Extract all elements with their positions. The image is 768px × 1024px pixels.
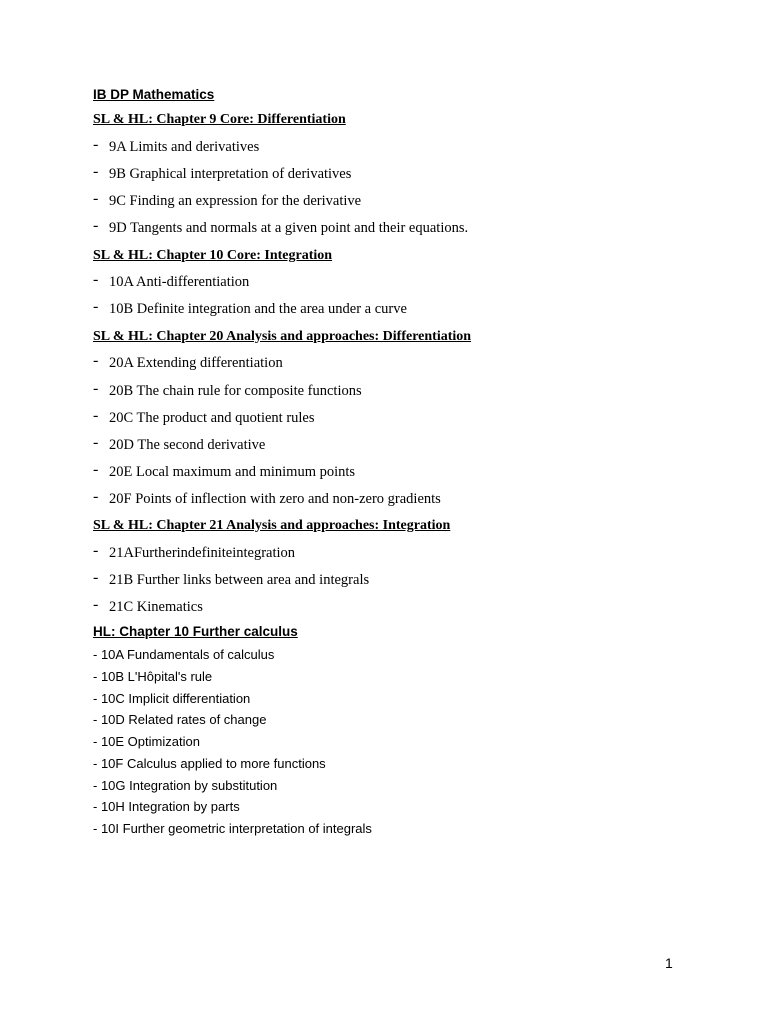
page-number: 1 [665,955,673,971]
list-item [93,598,203,616]
list-item-text: 20B The chain rule for composite functions [109,383,362,399]
bullet-dash: - [93,407,99,424]
bullet-dash: - [93,163,99,180]
list-item [93,165,351,183]
bullet-dash: - [93,298,99,315]
section-heading-ch9: SL & HL: Chapter 9 Core: Differentiation [93,112,346,127]
list-item: - 10A Fundamentals of calculus [93,647,275,662]
list-item [93,300,407,318]
bullet-dash: - [93,380,99,397]
list-item [93,463,355,481]
list-item: - 10D Related rates of change [93,712,267,727]
list-item-text: 20C The product and quotient rules [109,410,315,426]
list-item-text: 9B Graphical interpretation of derivatives [109,166,352,182]
bullet-dash: - [93,352,99,369]
list-item: - 10B L'Hôpital's rule [93,669,213,684]
document-title: IB DP Mathematics [93,87,215,102]
list-item-text: 20D The second derivative [109,437,266,453]
list-item-text: 20A Extending differentiation [109,355,283,371]
list-item [93,354,283,372]
list-item [93,192,361,210]
list-item [93,409,315,427]
list-item-text: 20F Points of inflection with zero and non-zero gradients [109,491,441,507]
list-item-text: 21B Further links between area and integrals [109,572,370,588]
list-item: - 10E Optimization [93,734,200,749]
list-item-text: 9A Limits and derivatives [109,139,260,155]
list-item [93,382,362,400]
list-item: - 10C Implicit differentiation [93,691,251,706]
bullet-dash: - [93,434,99,451]
bullet-dash: - [93,217,99,234]
bullet-dash: - [93,461,99,478]
list-item [93,544,295,562]
section-heading-ch10: SL & HL: Chapter 10 Core: Integration [93,248,333,263]
list-item-text: 21C Kinematics [109,599,203,615]
list-item-text: 10B Definite integration and the area under a curve [109,301,407,317]
list-item [93,571,369,589]
bullet-dash: - [93,569,99,586]
list-item-text: 20E Local maximum and minimum points [109,464,356,480]
bullet-dash: - [93,542,99,559]
list-item-text: 9D Tangents and normals at a given point and their equations. [109,220,469,236]
list-item [93,219,468,237]
bullet-dash: - [93,190,99,207]
bullet-dash: - [93,596,99,613]
list-item [93,138,259,156]
list-item-text: 9C Finding an expression for the derivative [109,193,362,209]
list-item-text: 10A Anti-differentiation [109,274,250,290]
list-item: - 10I Further geometric interpretation of integrals [93,821,372,836]
section-heading-ch21: SL & HL: Chapter 21 Analysis and approaches: Integration [93,518,451,533]
bullet-dash: - [93,271,99,288]
section-heading-hl-ch10: HL: Chapter 10 Further calculus [93,624,298,639]
list-item: - 10G Integration by substitution [93,778,278,793]
list-item [93,436,265,454]
list-item: - 10F Calculus applied to more functions [93,756,326,771]
list-item: - 10H Integration by parts [93,799,240,814]
bullet-dash: - [93,488,99,505]
list-item-text: 21AFurtherindefiniteintegration [109,545,296,561]
bullet-dash: - [93,136,99,153]
list-item [93,273,249,291]
list-item [93,490,441,508]
section-heading-ch20: SL & HL: Chapter 20 Analysis and approaches: Differentiation [93,329,472,344]
